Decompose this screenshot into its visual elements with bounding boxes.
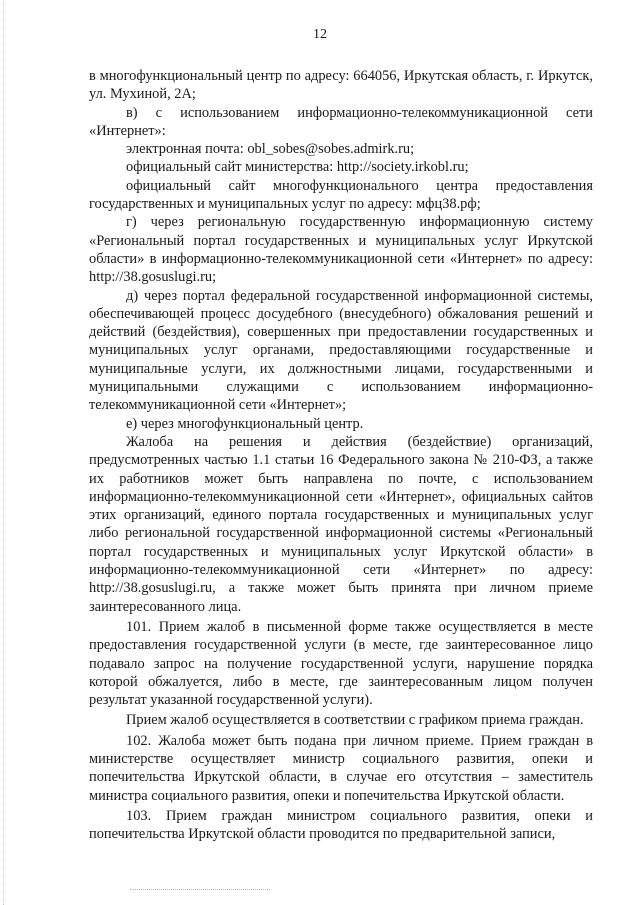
paragraph-email: электронная почта: obl_sobes@sobes.admirk.ru; bbox=[126, 141, 415, 158]
paragraph-reception-schedule: Прием жалоб осуществляется в соответствии с графиком приема граждан. bbox=[126, 712, 584, 729]
left-margin-dotted-line bbox=[3, 0, 4, 905]
page-number: 12 bbox=[313, 27, 327, 42]
paragraph-address-continuation: в многофункциональный центр по адресу: 664056, Иркутская область, г. Иркутск, ул. Мухиной, 2А; bbox=[89, 68, 593, 103]
paragraph-item-d-federal-portal: д) через портал федеральной государственной информационной системы, обеспечивающей процесс досудебного (внесудебного) обжалования решений и действий (бездействия), совершенных при предоставлении государственных и муниципальных услуг органами, предоставляющими государственные и муниципальные услуги, их должностными лицами, государственными и муниципальными служащими с использованием информационно-телекоммуникационной сети «Интернет»; bbox=[89, 287, 593, 414]
paragraph-complaint-organizations: Жалоба на решения и действия (бездействие) организаций, предусмотренных частью 1.1 статьи 16 Федерального закона № 210-ФЗ, а также их работников может быть направлена по почте, с использованием информационно-телекоммуникационной сети «Интернет», официальных сайтов этих организаций, единого портала государственных и муниципальных услуг либо региональной государственной информационной системы «Региональный портал государственных и муниципальных услуг Иркутской области» в информационно-телекоммуникационной сети «Интернет» по адресу: http://38.gosuslugi.ru, а также может быть принята при личном приеме заинтересованного лица. bbox=[89, 433, 593, 615]
paragraph-103: 103. Прием граждан министром социального развития, опеки и попечительства Иркутской области проводится по предварительной записи, bbox=[89, 807, 593, 843]
paragraph-item-v-internet: в) с использованием информационно-телекоммуникационной сети «Интернет»: bbox=[89, 104, 593, 139]
paragraph-101: 101. Прием жалоб в письменной форме также осуществляется в месте предоставления государственной услуги (в месте, где заинтересованное лицо подавало запрос на получение государственной услуги, нарушение порядка которой обжалуется, либо в месте, где заинтересованным лицом получен результат указанной государственной услуги). bbox=[89, 618, 593, 709]
paragraph-102: 102. Жалоба может быть подана при личном приеме. Прием граждан в министерстве осуществляет министр социального развития, опеки и попечительства Иркутской области, в случае его отсутствия – заместитель министра социального развития, опеки и попечительства Иркутской области. bbox=[89, 732, 593, 804]
paragraph-item-g-regional-portal: г) через региональную государственную информационную систему «Региональный портал государственных и муниципальных услуг Иркутской области» в информационно-телекоммуникационной сети «Интернет» по адресу: http://38.gosuslugi.ru; bbox=[89, 214, 593, 286]
document-body bbox=[89, 67, 593, 843]
paragraph-ministry-website: официальный сайт министерства: http://society.irkobl.ru; bbox=[126, 159, 469, 176]
footer-dotted-line bbox=[130, 889, 270, 890]
paragraph-item-e-mfc: е) через многофункциональный центр. bbox=[126, 415, 364, 432]
paragraph-mfc-website: официальный сайт многофункционального центра предоставления государственных и муниципальных услуг по адресу: мфц38.рф; bbox=[89, 177, 593, 213]
